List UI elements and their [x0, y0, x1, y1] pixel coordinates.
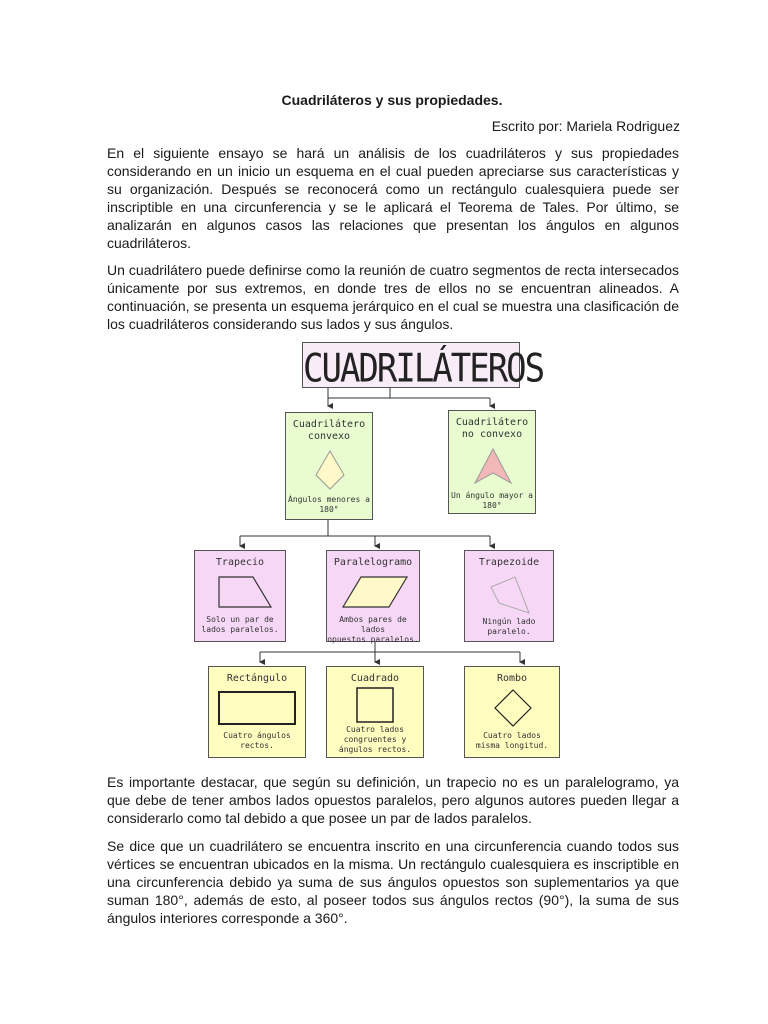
- paragraph-intro: En el siguiente ensayo se hará un análisis de los cuadriláteros y sus propiedades considerando en un inicio un esquema en el cual pueden apreciarse sus características y su organización. Después se reconocerá como un rectángulo cualesquiera puede ser inscriptible en una circunferencia y se le aplicará el Teorema de Tales. Por último, se analizarán en algunos casos las relaciones que presentan los ángulos en algunos cuadriláteros.: [107, 145, 679, 251]
- node-cuadrado-title: Cuadrado: [350, 673, 400, 684]
- node-paralelogramo: [326, 550, 420, 642]
- node-paralelogramo-title: Paralelogramo: [333, 557, 413, 568]
- root-title: CUADRILÁTEROS: [303, 346, 544, 392]
- node-trapezoide: [464, 550, 554, 642]
- concave-dart-icon: [449, 443, 537, 493]
- parallelogram-icon: [327, 573, 421, 613]
- document-title: Cuadriláteros y sus propiedades.: [281, 92, 503, 108]
- node-convexo-caption: Ángulos menores a 180°: [288, 495, 370, 514]
- node-paralelogramo-caption: Ambos pares de lados opuestos paralelos.: [327, 615, 419, 644]
- node-rombo: [464, 666, 560, 758]
- node-rombo-caption: Cuatro lados misma longitud.: [475, 731, 549, 750]
- node-rombo-title: Rombo: [496, 673, 528, 684]
- node-rectangulo: [208, 666, 306, 758]
- paragraph-trapecio-note: Es importante destacar, que según su definición, un trapecio no es un paralelogramo, ya que debe de tener ambos lados opuestos paralelos, pero algunos autores pueden llegar a considerarlo como tal debido a que posee un par de lados paralelos.: [107, 774, 679, 826]
- node-trapecio: [194, 550, 286, 642]
- node-trapezoide-title: Trapezoide: [478, 557, 540, 568]
- paragraph-inscribed: Se dice que un cuadrilátero se encuentra inscrito en una circunferencia cuando todos sus vértices se encuentran ubicados en la misma. Un rectángulo cualesquiera es inscriptible en una circunferencia debido ya suma de sus ángulos opuestos son suplementarios ya que suman 180°, además de esto, al poseer todos sus ángulos rectos (90°), la suma de sus ángulos interiores corresponde a 360°.: [107, 838, 679, 926]
- node-no-convexo-title: Cuadrilátero no convexo: [455, 417, 529, 440]
- rhombus-icon: [465, 687, 561, 731]
- node-convexo: [285, 412, 373, 520]
- paragraph-definition: Un cuadrilátero puede definirse como la reunión de cuatro segmentos de recta intersecados únicamente por sus extremos, en donde tres de ellos no se encuentran alineados. A continuación, se presenta un esquema jerárquico en el cual se muestra una clasificación de los cuadriláteros considerando sus lados y sus ángulos.: [107, 262, 679, 332]
- node-trapecio-title: Trapecio: [215, 557, 265, 568]
- node-no-convexo-caption: Un ángulo mayor a 180°: [451, 491, 533, 510]
- node-cuadrado: [326, 666, 424, 758]
- square-icon: [327, 685, 425, 725]
- node-rectangulo-title: Rectángulo: [226, 673, 288, 684]
- node-cuadrado-caption: Cuatro lados congruentes y ángulos rectos.: [338, 725, 412, 754]
- quadrilateral-hierarchy-diagram: [190, 340, 590, 770]
- root-node: [302, 342, 544, 392]
- trapezoid-icon: [465, 573, 555, 615]
- convex-kite-icon: [286, 447, 374, 497]
- node-trapezoide-caption: Ningún lado paralelo.: [482, 617, 536, 636]
- node-trapecio-caption: Solo un par de lados paralelos.: [201, 615, 279, 634]
- trapezium-icon: [195, 573, 287, 613]
- node-convexo-title: Cuadrilátero convexo: [292, 419, 366, 442]
- document-author: Escrito por: Mariela Rodriguez: [491, 118, 680, 134]
- rectangle-icon: [209, 689, 307, 729]
- node-rectangulo-caption: Cuatro ángulos rectos.: [223, 731, 291, 750]
- node-no-convexo: [448, 410, 536, 514]
